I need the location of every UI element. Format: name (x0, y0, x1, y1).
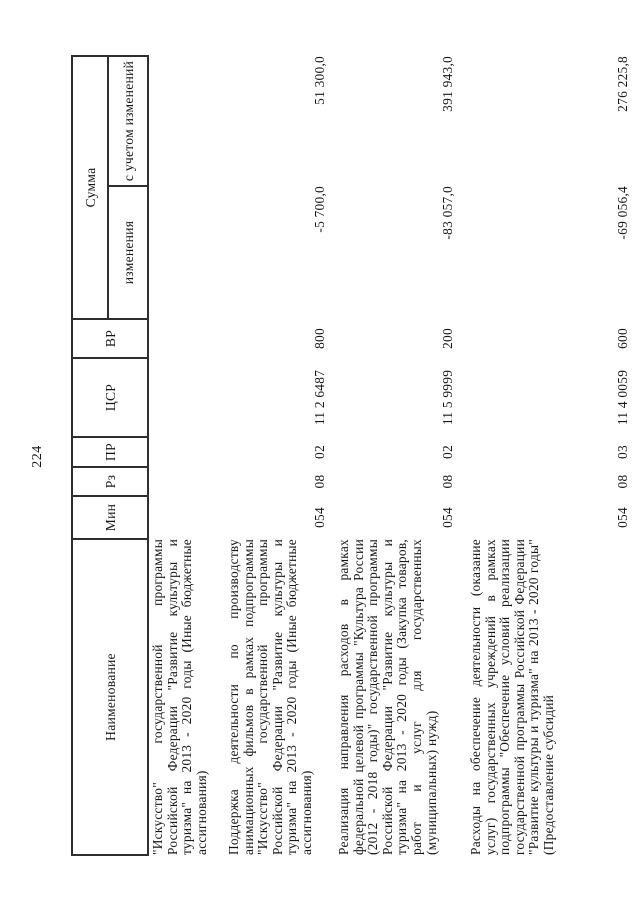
rz-cell: 08 (615, 474, 630, 489)
vr-cell (148, 319, 222, 358)
changes-cell (148, 186, 222, 319)
column-header-pr: ПР (72, 437, 148, 467)
name-cell: Поддержка деятельности по производству анимационных фильмов в рамках подпрограммы "Искусство" государственной программы Российской Федерации "Развитие культуры и туризма" на 2013 - 2020 годы (Иные бюджетные ассигнования) (226, 539, 314, 855)
rz-cell (148, 467, 222, 496)
rz-cell: 08 (312, 474, 327, 489)
vr-cell: 600 (615, 328, 630, 349)
column-header-vr: ВР (72, 319, 148, 358)
pr-cell (148, 437, 222, 467)
page-number: 224 (30, 445, 45, 468)
table-row (148, 56, 222, 855)
pr-cell: 03 (615, 445, 630, 459)
changes-cell: -5 700,0 (312, 186, 327, 233)
changes-cell: -69 056,4 (615, 186, 630, 240)
min-cell: 054 (615, 507, 630, 528)
column-header-name: Наименование (72, 539, 148, 855)
min-cell (148, 496, 222, 539)
vr-cell: 200 (440, 328, 455, 349)
csr-cell: 11 4 0059 (615, 369, 630, 426)
name-cell: "Искусство" государственной программы Российской Федерации "Развитие культуры и туризма" на 2013 - 2020 годы (Иные бюджетные ассигнования) (150, 539, 209, 855)
min-cell: 054 (312, 507, 327, 528)
table-row (335, 56, 460, 855)
vr-cell: 800 (312, 328, 327, 349)
changes-cell: -83 057,0 (440, 186, 455, 240)
column-header-rz: Рз (72, 467, 148, 496)
with-changes-cell: 51 300,0 (312, 56, 327, 105)
csr-cell (148, 358, 222, 437)
pr-cell: 02 (440, 445, 455, 459)
min-cell: 054 (440, 507, 455, 528)
budget-table (71, 55, 640, 856)
with-changes-cell: 391 943,0 (440, 56, 455, 112)
column-header-csr: ЦСР (72, 358, 148, 437)
header-row-1 (72, 56, 108, 855)
with-changes-cell (148, 56, 222, 186)
rz-cell: 08 (440, 474, 455, 489)
column-header-sum-group: Сумма (72, 56, 108, 319)
csr-cell: 11 5 9999 (440, 369, 455, 426)
name-cell: Расходы на обеспечение деятельности (оказание услуг) государственных учреждений в рамках подпрограммы "Обеспечение условий реализации государственной программы Российской Федерации "Развитие культуры и туризма" на 2013 - 2020 годы" (Предоставление субсидий (468, 539, 556, 855)
column-header-min: Мин (72, 496, 148, 539)
name-cell: Реализация направления расходов в рамках федеральной целевой программы "Культура России (2012 - 2018 годы)" государственной программы Российской Федерации "Развитие культуры и туризма" на 2013 - 2020 годы (Закупка товаров, работ и услуг для государственных (муниципальных) нужд) (336, 539, 439, 855)
with-changes-cell: 276 225,8 (615, 56, 630, 112)
rotated-landscape-sheet (27, 57, 640, 856)
table-row (460, 56, 640, 855)
column-header-changes: изменения (108, 186, 148, 319)
column-header-with-changes: с учетом изменений (108, 56, 148, 186)
table-row (222, 56, 335, 855)
pr-cell: 02 (312, 445, 327, 459)
csr-cell: 11 2 6487 (312, 369, 327, 426)
